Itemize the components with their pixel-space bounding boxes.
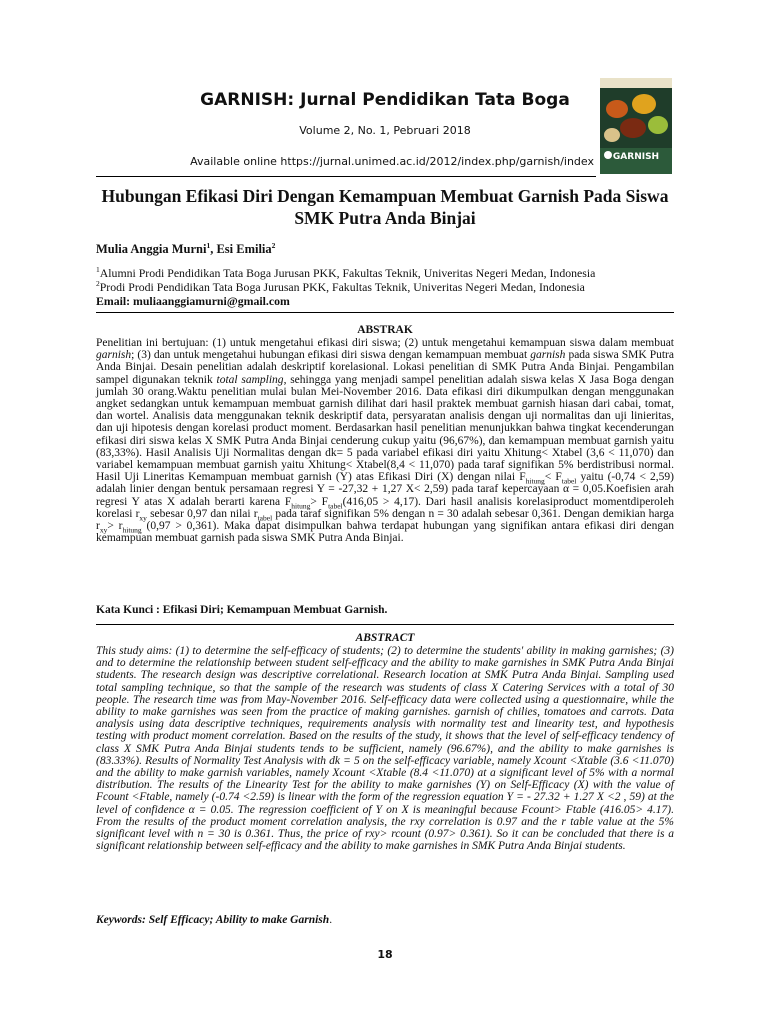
author-1-sup: 1 xyxy=(206,240,211,250)
author-2-sup: 2 xyxy=(271,240,276,250)
keywords xyxy=(96,914,332,926)
cover-title: GARNISH xyxy=(612,152,660,162)
divider xyxy=(96,312,674,313)
page-number: 18 xyxy=(377,948,393,961)
available-online-link[interactable]: Available online https://jurnal.unimed.ac.id/2012/index.php/garnish/index xyxy=(190,155,594,168)
authors xyxy=(96,242,275,257)
abstrak-heading: ABSTRAK xyxy=(357,324,413,336)
journal-cover-image xyxy=(600,78,672,174)
author-2: Esi Emilia xyxy=(216,242,272,256)
keywords-label: Keywords: Self Efficacy; Ability to make Garnish xyxy=(96,914,330,926)
affil-1-text: Alumni Prodi Pendidikan Tata Boga Jurusan PKK, Fakultas Teknik, Univeritas Negeri Medan, Indonesia xyxy=(99,266,596,280)
affiliation-1 xyxy=(96,266,595,281)
journal-title: GARNISH: Jurnal Pendidikan Tata Boga xyxy=(200,90,570,110)
email[interactable]: Email: muliaanggiamurni@gmail.com xyxy=(96,294,290,308)
abstract-body: This study aims: (1) to determine the self-efficacy of students; (2) to determine the students' ability in making garnishes; (3) and to determine the relationship between student self-efficacy and the ability to make garnishes in SMK Putra Anda Binjai students. The research design was descriptive correlational. Research location at SMK Putra Anda Binjai. Sampling used total sampling technique, so that the sample of the research was students of class X Catering Services with a total of 30 people. The research time was from May-November 2016. Self-efficacy data were collected using a questionnaire, while the ability to make garnishes was seen from the practice of making garnishes. garnish of chilies, tomatoes and carrots. Data analysis using data descriptive techniques, requirements analysis with normality test and linearity test, and hypothesis testing with product moment correlation. Based on the results of the study, it shows that the level of self-efficacy tendency of class X SMK Putra Anda Binjai students tends to be sufficient, namely (96.67%), and the ability to make garnishes is (83.33%). Results of Normality Test Analysis with dk = 5 on the self-efficacy variable, namely Xcount <Xtable (3.6 <11.070) and the ability to make garnish variables, namely Xcount <Xtable (8.4 <11.070) at a significant level of 5% with a normal distribution. The results of the Linearity Test for the ability to make garnishes (Y) on Self-Efficacy (X) with the value of Fcount <Ftable, namely (-0.74 <2.59) is linear with the form of the regression equation Y = - 27.32 + 1.27 X <2 , 59) at the level of confidence α = 0.05. The regression coefficient of Y on X is meaningful because Fcount> Ftable (416.05> 4.17). From the results of the product moment correlation analysis, the rxy correlation is 0.97 and the r table value at the 5% significant level with n = 30 is 0.361. Thus, the price of rxy> rcount (0.97> 0.361). So it can be concluded that there is a significant relationship between self-efficacy and the ability to make garnishes in SMK Putra Anda Binjai students. xyxy=(96,645,674,853)
paper-title: Hubungan Efikasi Diri Dengan Kemampuan Membuat Garnish Pada Siswa SMK Putra Anda Binjai xyxy=(101,186,669,228)
affil-2-text: Prodi Prodi Pendidikan Tata Boga Jurusan PKK, Fakultas Teknik, Univeritas Negeri Medan, Indonesia xyxy=(99,280,585,294)
abstract-heading: ABSTRACT xyxy=(355,632,415,644)
kata-kunci: Kata Kunci : Efikasi Diri; Kemampuan Membuat Garnish. xyxy=(96,604,388,616)
affiliation-2 xyxy=(96,280,585,295)
keywords-end: . xyxy=(329,914,333,926)
affil-2-sup: 2 xyxy=(96,279,100,289)
header-rule xyxy=(96,176,596,177)
volume-line: Volume 2, No. 1, Pebruari 2018 xyxy=(299,124,471,137)
abstrak-body: Penelitian ini bertujuan: (1) untuk mengetahui efikasi diri siswa; (2) untuk mengetahui kemampuan siswa dalam membuat garnish; (3) dan untuk mengetahui hubungan efikasi diri siswa dengan kemampuan membuat garnish pada siswa SMK Putra Anda Binjai. Desain penelitian adalah deskriptif korelasional. Lokasi penelitian di SMK Putra Anda Binjai. Pengambilan sampel digunakan teknik total sampling, sehingga yang menjadi sampel penelitian adalah siswa kelas X Jasa Boga dengan jumlah 30 orang.Waktu penelitian mulai bulan Mei-November 2016. Data efikasi diri dikumpulkan dengan menggunakan angket sedangkan untuk kemampuan membuat garnish dilihat dari hasil praktek membuat garnish hiasan dari cabai, tomat, dan wortel. Analisis data menggunakan teknik deskriptif data, persyaratan analisis dengan uji normalitas dan uji linieritas, dan uji hipotesis dengan korelasi product moment. Berdasarkan hasil penelitian menunjukkan bahwa tingkat kecenderungan efikasi diri siswa kelas X SMK Putra Anda Binjai cenderung cukup yaitu (96,67%), dan kemampuan membuat garnish yaitu (83,33%). Hasil Analisis Uji Normalitas dengan dk= 5 pada variabel efikasi diri yaitu Xhitung< Xtabel (3,6 < 11,070) dan variabel kemampuan membuat garnish yaitu Xhitung< Xtabel(8,4 < 11,070) pada taraf signifikan 5% berdistribusi normal. Hasil Uji Lineritas Kemampuan membuat garnish (Y) atas Efikasi Diri (X) dengan nilai $F_{hitung}< F_{tabel}$ yaitu (-0,74 < 2,59) adalah linier dengan bentuk persamaan regresi Y = -27,32 + 1,27 X< 2,59) pada taraf kepercayaan α = 0,05.Koefisien arah regresi Y atas X adalah berarti karena $F_{hitung}> F_{tabel}(416,05 > 4,17)$. Dari hasil analisis korelasiproduct momentdiperoleh korelasi $r_{xy}$ sebesar 0,97 dan nilai $r_{tabel}$ pada taraf signifikan 5% dengan n = 30 adalah sebesar 0,361. Dengan demikian harga $r_{xy}> r_{hitung}$ (0,97 > 0,361). Maka dapat disimpulkan bahwa terdapat hubungan yang signifikan antara efikasi diri dengan kemampuan membuat garnish pada siswa SMK Putra Anda Binjai. xyxy=(96,337,675,545)
author-1: Mulia Anggia Murni xyxy=(96,242,207,256)
divider xyxy=(96,624,674,625)
affil-1-sup: 1 xyxy=(96,265,100,275)
author-separator: , xyxy=(210,242,217,256)
